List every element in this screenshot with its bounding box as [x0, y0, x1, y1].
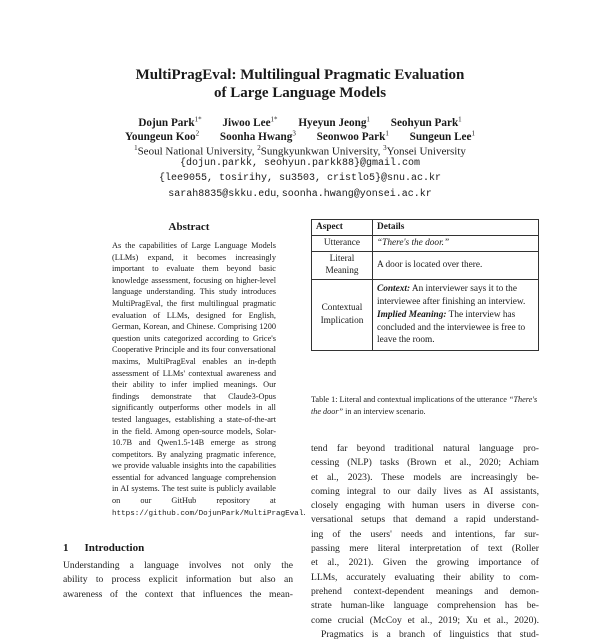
section-heading: 1 Introduction — [63, 542, 145, 554]
text-line: LLMs, accurately evaluating their ability to com- — [311, 571, 539, 583]
table-cell: A door is located over there. — [373, 251, 539, 280]
table-cell: Contextual Implication — [312, 280, 373, 351]
text-line: cessing (NLP) tasks (Brown et al., 2020; Achiam — [311, 457, 539, 469]
email-line-1: {dojun.parkk, seohyun.parkk88}@gmail.com — [179, 158, 421, 169]
author: Hyeyun Jeong$^1$ — [298, 115, 370, 129]
paper-title — [0, 66, 600, 102]
abstract-text: As the capabilities of Large Language Models (LLMs) expand, it becomes increasingly important to evaluate them beyond basic knowledge assessment, focusing on higher-level language understanding. This study introduces MultiPragEval, the first multilingual pragmatic evaluation of LLMs, designed for English, German, Korean, and Chinese. Comprising 1200 question units categorized according to Grice's Cooperative Principle and its four conversational maxims, MultiPragEval enables an in-depth assessment of LLMs' contextual awareness and their ability to infer implied meanings. Our findings demonstrate that Claude3-Opus significantly outperforms other models in all tested languages, establishing a state-of-the-art in the field. Among open-source models, Solar-10.7B and Qwen1.5-14B emerge as strong competitors. By analyzing pragmatic inference, we provide valuable insights into the capabilities essential for advanced language comprehension in AI systems. The test suite is publicly available on our GitHub repository at https://github.com/DojunPark/MultiPragEval. — [112, 241, 306, 518]
table-header-row — [312, 220, 539, 236]
right-column-paragraph — [311, 442, 539, 642]
author: Seohyun Park$^1$ — [390, 115, 462, 129]
example-table — [311, 219, 539, 351]
text-line: versational setups that demand a rapid understand- — [311, 514, 539, 526]
table-header: Details — [373, 220, 539, 236]
table-cell: Utterance — [312, 235, 373, 251]
email-line-3: sarah8835@skku.edu, soonha.hwang@yonsei.ac.kr — [168, 187, 432, 200]
text-line: tend far beyond traditional natural language pro- — [311, 443, 539, 454]
text-line: ing of the users' needs and intentions, far sur- — [311, 528, 539, 540]
text-line: Understanding a language involves not only the — [63, 560, 293, 571]
text-line: prehend context-dependent meanings and demon- — [311, 585, 539, 597]
text-line: strate human-like language comprehension has be- — [311, 600, 539, 612]
text-line: come crucial (McCoy et al., 2019; Xu et al., 2020). — [311, 614, 539, 626]
text-line: Pragmatics is a branch of linguistics that stud- — [321, 628, 539, 640]
email: sarah8835@skku.edu — [168, 189, 277, 200]
table-row — [312, 280, 539, 351]
affiliations: $^1$Seoul National University, $^2$Sungkyunkwan University, $^3$Yonsei University — [134, 144, 466, 158]
text-line: et al., 2021). Given the growing importance of — [311, 557, 539, 569]
text-line: coming integral to our daily lives as AI assistants, — [311, 485, 539, 497]
text-line: et al., 2023). These models are increasingly be- — [311, 471, 539, 483]
table-cell: “There's the door.” — [373, 235, 539, 251]
author: Seonwoo Park$^1$ — [316, 129, 389, 143]
email-line-2: {lee9055, tosirihy, su3503, cristlo5}@snu.ac.kr — [158, 173, 442, 184]
author: Jiwoo Lee$^{1*}$ — [222, 115, 278, 129]
table-row — [312, 251, 539, 280]
text-line: awareness of the context that influences the mean- — [63, 588, 293, 600]
table-row — [312, 235, 539, 251]
table-header: Aspect — [312, 220, 373, 236]
abstract-heading: Abstract — [168, 221, 210, 233]
title-line-1: MultiPragEval: Multilingual Pragmatic Evaluation — [135, 67, 465, 83]
text-line: passing mere literal interpretation of text (Roller — [311, 543, 539, 555]
text-line: ability to process explicit information but also an — [63, 574, 293, 586]
author: Soonha Hwang$^3$ — [219, 129, 296, 143]
title-line-2: of Large Language Models — [213, 85, 387, 101]
text-line: closely engaging with human users in diverse con- — [311, 500, 539, 512]
github-link[interactable]: https://github.com/DojunPark/MultiPragEval — [112, 509, 304, 518]
author: Youngeun Koo$^2$ — [125, 129, 200, 143]
table-cell: Context: An interviewer says it to the interviewee after finishing an interview. Implied Meaning: The interview has concluded and the interviewee is free to leave the room. — [373, 280, 539, 351]
table-cell: Literal Meaning — [312, 251, 373, 280]
author: Sungeun Lee$^1$ — [409, 129, 475, 143]
email: soonha.hwang@yonsei.ac.kr — [281, 189, 432, 200]
author: Dojun Park$^{1*}$ — [138, 115, 202, 129]
table-caption: Table 1: Literal and contextual implications of the utterance “There's the door” in an interview scenario. — [311, 395, 538, 416]
intro-paragraph — [63, 559, 293, 602]
